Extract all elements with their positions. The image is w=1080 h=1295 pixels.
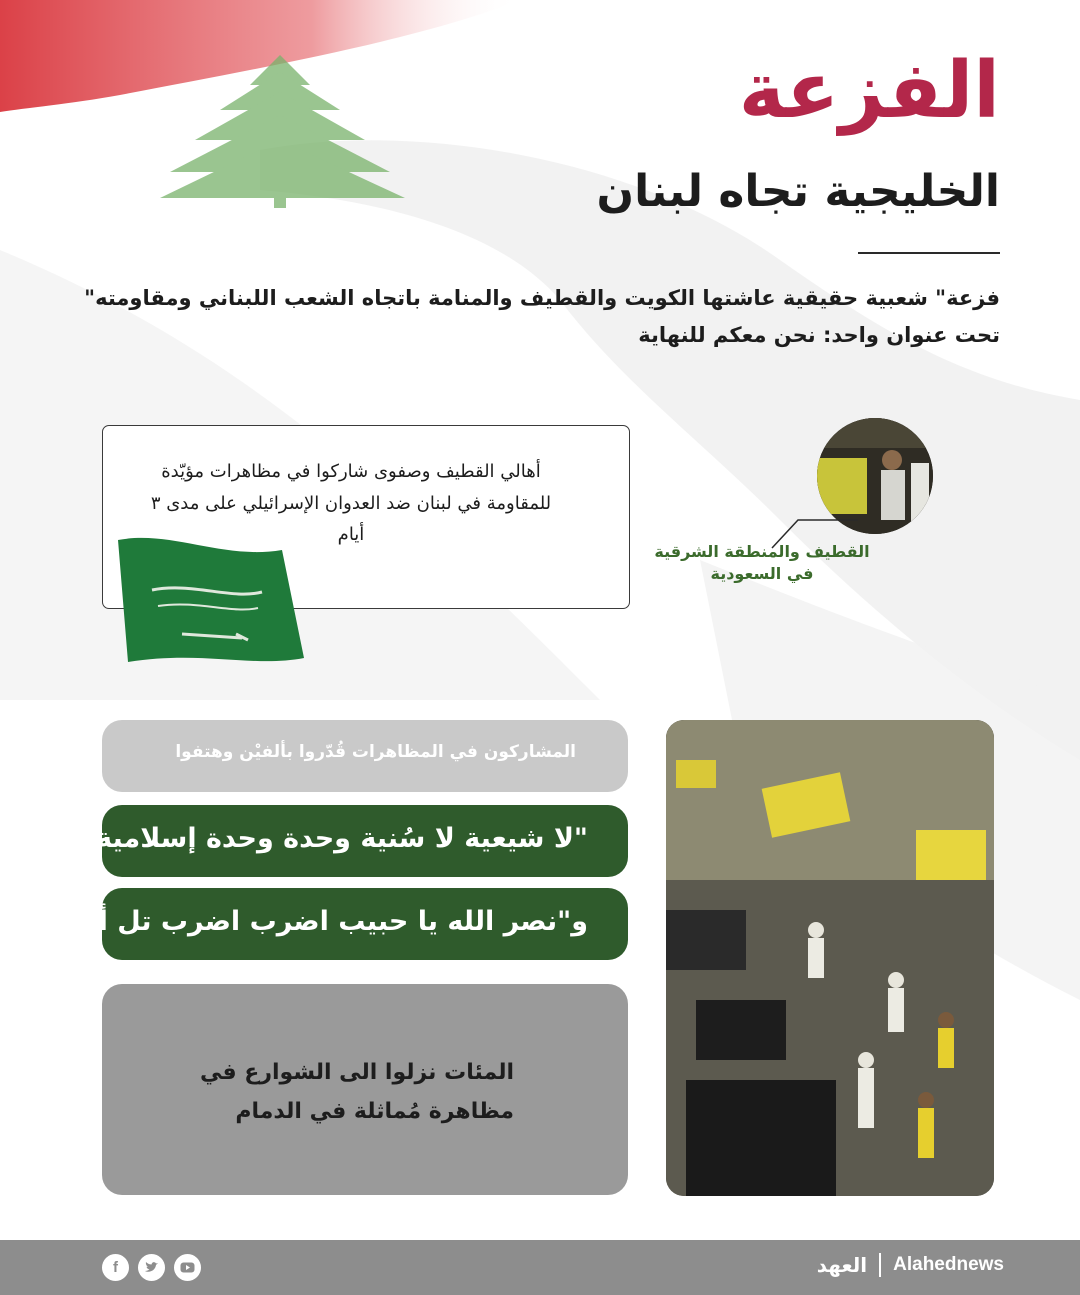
saudi-flag-icon — [112, 530, 308, 674]
chant-2-text: و"نصر الله يا حبيب اضرب اضرب تل أبيب" — [34, 906, 588, 937]
social-links — [102, 1254, 201, 1281]
facebook-icon[interactable]: f — [102, 1254, 129, 1281]
dammam-pill — [102, 984, 628, 1195]
crowd-protest-photo — [666, 720, 994, 1196]
twitter-icon[interactable] — [138, 1254, 165, 1281]
intro-text: فزعة" شعبية حقيقية عاشتها الكويت والقطيف والمنامة باتجاه الشعب اللبناني ومقاومته" تحت عنوان واحد: نحن معكم للنهاية — [84, 286, 1000, 347]
brand-english-name: Alahednews — [893, 1254, 1004, 1275]
youtube-icon[interactable] — [174, 1254, 201, 1281]
chants-intro-pill — [102, 720, 628, 792]
chant-1-pill — [82, 805, 628, 877]
footer-brand[interactable] — [817, 1253, 1004, 1277]
brand-arabic-logo: العهد — [816, 1253, 868, 1277]
chants-intro-text: المشاركون في المظاهرات قُدّروا بألفيْن وهتفوا — [175, 742, 576, 762]
brand-separator — [879, 1253, 881, 1277]
page-subtitle: الخليجية تجاه لبنان — [596, 166, 1000, 217]
qatif-quote-text: أهالي القطيف وصفوى شاركوا في مظاهرات مؤيّدة للمقاومة في لبنان ضد العدوان الإسرائيلي على مدى ٣ أيام — [150, 461, 552, 545]
page-title: الفزعة — [738, 46, 1000, 136]
chant-1-text: "لا شيعية لا سُنية وحدة وحدة إسلامية" — [82, 823, 588, 854]
title-divider — [858, 252, 1000, 254]
qatif-caption: القطيف والمنطقة الشرقية في السعودية — [654, 542, 870, 583]
footer-bar — [0, 1240, 1080, 1295]
dammam-text: المئات نزلوا الى الشوارع في مظاهرة مُماثلة في الدمام — [199, 1060, 514, 1124]
chant-2-pill — [34, 888, 628, 960]
